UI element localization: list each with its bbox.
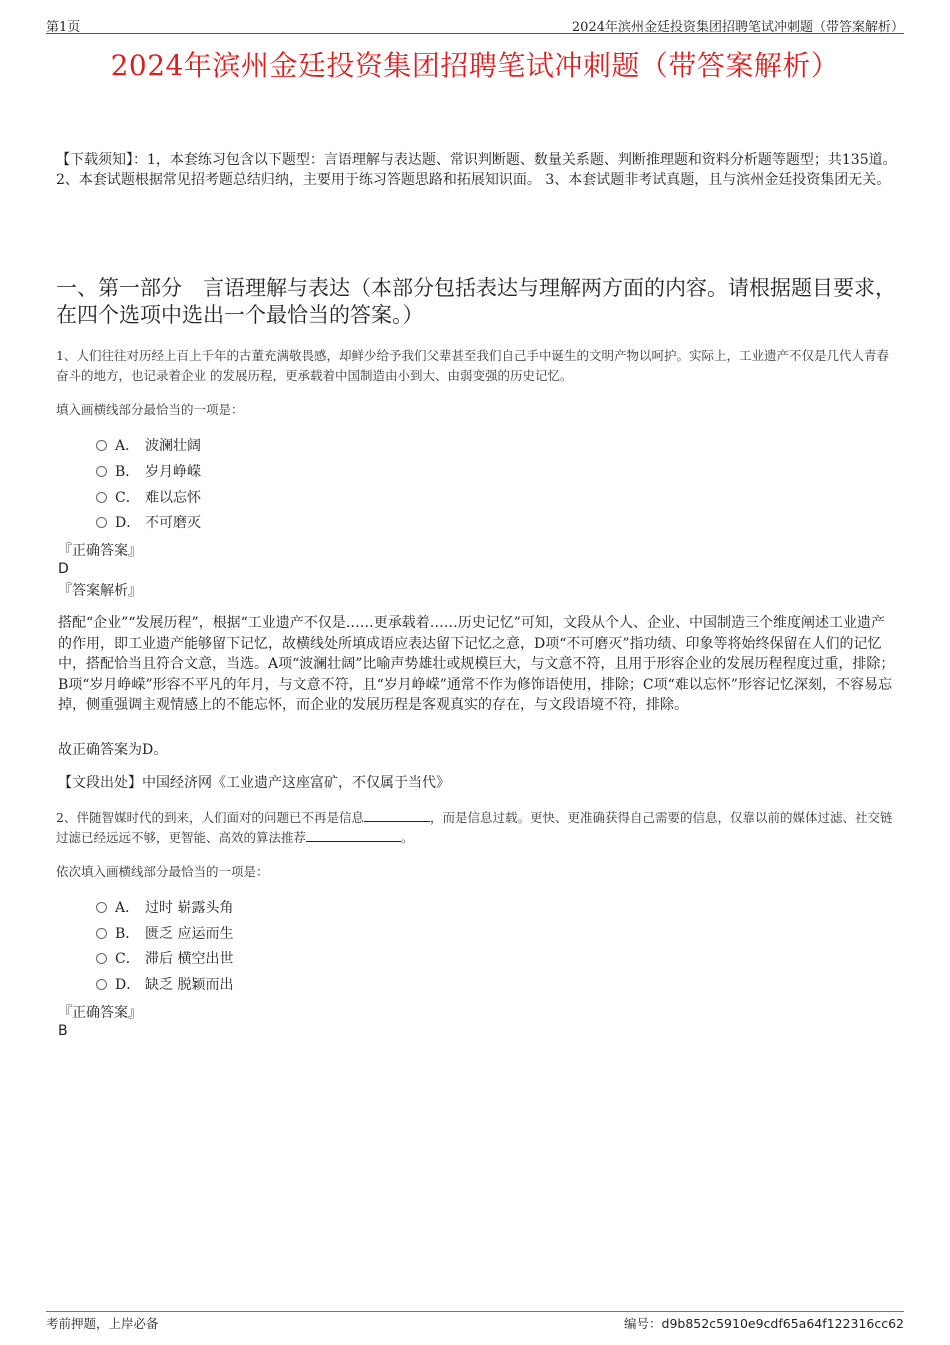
radio-icon[interactable] bbox=[96, 928, 107, 939]
q1-analysis: 搭配“企业”“发展历程”，根据“工业遗产不仅是……更承载着……历史记忆”可知，文段从个人、企业、中国制造三个维度阐述工业遗产的作用，即工业遗产能够留下记忆，故横线处所填成语应表达留下记忆之意，D项“不可磨灭”指功绩、印象等将始终保留在人们的记忆中，搭配恰当且符合文意，当选。A项“波澜壮阔”比喻声势雄壮或规模巨大，与文意不符，且用于形容企业的发展历程程度过重，排除；B项“岁月峥嵘”形容不平凡的年月，与文意不符，且“岁月峥嵘”通常不作为修饰语使用，排除；C项“难以忘怀”形容记忆深刻，不容易忘掉，侧重强调主观情感上的不能忘怀，而企业的发展历程是客观真实的存在，与文段语境不符，排除。 bbox=[58, 615, 895, 713]
q2-answer: B bbox=[58, 1023, 68, 1039]
question-1-stem: 1、人们往往对历经上百上千年的古董充满敬畏感，却鲜少给予我们父辈甚至我们自己手中诞生的文明产物以呵护。实际上，工业遗产不仅是几代人青春奋斗的地方，也记录着企业 的发展历程，更承载着中国制造由小到大、由弱变强的历史记忆。 bbox=[56, 348, 889, 383]
q2-option-c[interactable]: C． 滞后 横空出世 bbox=[96, 949, 233, 969]
q2-option-a[interactable]: A． 过时 崭露头角 bbox=[96, 898, 233, 918]
q1-option-a[interactable]: A． 波澜壮阔 bbox=[96, 436, 201, 456]
q1-option-b[interactable]: B． 岁月峥嵘 bbox=[96, 462, 201, 482]
q1-option-d[interactable]: D． 不可磨灭 bbox=[96, 513, 201, 533]
q1-analysis-label: 『答案解析』 bbox=[58, 583, 142, 599]
running-title: 2024年滨州金廷投资集团招聘笔试冲刺题（带答案解析） bbox=[571, 20, 904, 35]
footer-divider bbox=[46, 1311, 904, 1312]
document-code: 编号：d9b852c5910e9cdf65a64f122316cc62 bbox=[624, 1316, 904, 1331]
radio-icon[interactable] bbox=[96, 979, 107, 990]
footer-slogan: 考前押题，上岸必备 bbox=[46, 1316, 159, 1331]
radio-icon[interactable] bbox=[96, 492, 107, 503]
answer-blank-2 bbox=[306, 829, 401, 842]
q1-answer-label: 『正确答案』 bbox=[58, 543, 142, 559]
radio-icon[interactable] bbox=[96, 466, 107, 477]
section-heading: 一、第一部分 言语理解与表达（本部分包括表达与理解两方面的内容。请根据题目要求，在四个选项中选出一个最恰当的答案。） bbox=[56, 276, 896, 327]
radio-icon[interactable] bbox=[96, 953, 107, 964]
page-number: 第1页 bbox=[46, 20, 81, 35]
q2-option-b[interactable]: B． 匮乏 应运而生 bbox=[96, 924, 233, 944]
radio-icon[interactable] bbox=[96, 440, 107, 451]
document-title: 2024年滨州金廷投资集团招聘笔试冲刺题（带答案解析） bbox=[110, 49, 840, 82]
q2-answer-label: 『正确答案』 bbox=[58, 1005, 142, 1021]
question-2-prompt: 依次填入画横线部分最恰当的一项是： bbox=[56, 864, 269, 879]
answer-blank-1 bbox=[364, 809, 430, 822]
radio-icon[interactable] bbox=[96, 517, 107, 528]
q1-answer: D bbox=[58, 561, 69, 577]
q1-conclusion: 故正确答案为D。 bbox=[58, 742, 168, 758]
header-divider bbox=[46, 33, 904, 34]
q1-source: 【文段出处】中国经济网《工业遗产这座富矿，不仅属于当代》 bbox=[58, 775, 450, 791]
question-2-stem: 2、伴随智媒时代的到来，人们面对的问题已不再是信息 ，而是信息过载。更快、更准确获得自己需要的信息，仅靠以前的媒体过滤、社交链过滤已经远远不够，更智能、高效的算法推荐 。 bbox=[56, 810, 893, 845]
download-notice: 【下载须知】：1，本套练习包含以下题型：言语理解与表达题、常识判断题、数量关系题、判断推理题和资料分析题等题型；共135道。 2、本套试题根据常见招考题总结归纳，主要用于练习答题思路和拓展知识面。 3、本套试题非考试真题，且与滨州金廷投资集团无关。 bbox=[56, 152, 897, 188]
q1-option-c[interactable]: C． 难以忘怀 bbox=[96, 488, 201, 508]
question-1-prompt: 填入画横线部分最恰当的一项是： bbox=[56, 402, 244, 417]
q2-option-d[interactable]: D． 缺乏 脱颖而出 bbox=[96, 975, 233, 995]
radio-icon[interactable] bbox=[96, 902, 107, 913]
